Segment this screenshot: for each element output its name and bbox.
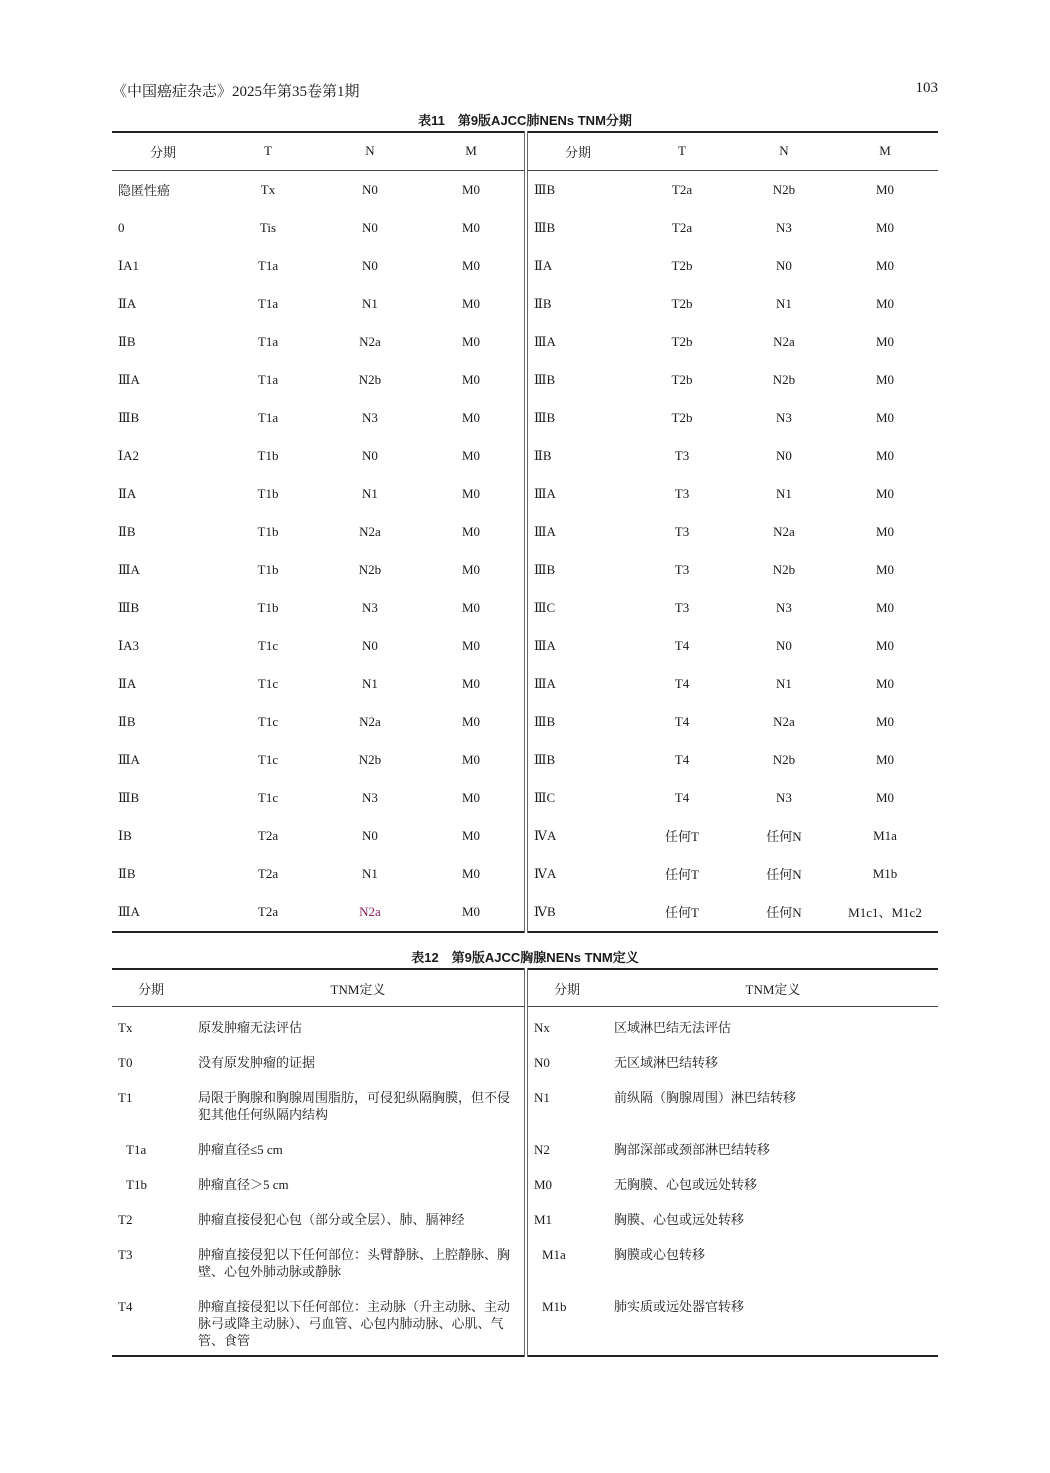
t-cell: T1b bbox=[257, 447, 279, 463]
n-cell: N1 bbox=[362, 485, 378, 501]
table12-header-row bbox=[112, 969, 938, 1007]
m-cell: M0 bbox=[875, 219, 895, 235]
col-header-definition: TNM定义 bbox=[745, 981, 801, 997]
m-cell: M0 bbox=[875, 447, 895, 463]
table-row bbox=[112, 1077, 938, 1129]
n-cell: N1 bbox=[776, 295, 792, 311]
stage-cell: ⅢA bbox=[118, 751, 140, 767]
n-cell: N3 bbox=[362, 409, 378, 425]
stage-cell: Tx bbox=[118, 1020, 133, 1035]
stage-cell: N1 bbox=[526, 1077, 608, 1129]
m-cell: M0 bbox=[875, 257, 895, 273]
t-cell: T2a bbox=[671, 219, 693, 235]
table-row bbox=[112, 855, 938, 893]
col-header-t: T bbox=[678, 143, 686, 159]
m-cell: M0 bbox=[875, 789, 895, 805]
table-row bbox=[112, 323, 938, 361]
t-cell: T4 bbox=[674, 637, 690, 653]
stage-cell: M1 bbox=[526, 1199, 608, 1234]
col-header-n: N bbox=[365, 143, 375, 159]
stage-cell: ⅡB bbox=[118, 865, 136, 881]
t-cell: T2a bbox=[671, 181, 693, 197]
page-number: 103 bbox=[915, 80, 938, 96]
n-cell: N2a bbox=[359, 713, 381, 729]
stage-cell: ⅠA1 bbox=[118, 257, 140, 273]
m-cell: M0 bbox=[875, 751, 895, 767]
col-header-stage: 分期 bbox=[526, 969, 608, 1007]
n-cell: N1 bbox=[776, 485, 792, 501]
table-row bbox=[112, 475, 938, 513]
t-cell: 任何T bbox=[665, 829, 699, 844]
t-cell: T1b bbox=[257, 599, 279, 615]
table11 bbox=[112, 131, 938, 933]
table-row bbox=[112, 665, 938, 703]
table-row bbox=[112, 703, 938, 741]
t-cell: T1a bbox=[257, 409, 279, 425]
table-row bbox=[112, 1042, 938, 1077]
t-cell: T4 bbox=[674, 713, 690, 729]
m-cell: M0 bbox=[875, 409, 895, 425]
n-cell: N0 bbox=[362, 637, 378, 653]
definition-cell: 区域淋巴结无法评估 bbox=[614, 1020, 732, 1035]
stage-cell: T4 bbox=[118, 1299, 133, 1314]
t-cell: T4 bbox=[674, 751, 690, 767]
stage-cell: M0 bbox=[526, 1164, 608, 1199]
m-cell: M0 bbox=[875, 713, 895, 729]
m-cell: M0 bbox=[875, 599, 895, 615]
n-cell: N0 bbox=[362, 181, 378, 197]
t-cell: T1c bbox=[257, 637, 279, 653]
t-cell: T2a bbox=[257, 903, 279, 919]
stage-cell: T3 bbox=[118, 1247, 133, 1262]
definition-cell: 肺实质或远处器官转移 bbox=[614, 1299, 745, 1314]
t-cell: T1a bbox=[257, 295, 279, 311]
n-cell: N2a bbox=[359, 903, 381, 919]
definition-cell: 原发肿瘤无法评估 bbox=[198, 1020, 303, 1035]
t-cell: T1a bbox=[257, 371, 279, 387]
definition-cell: 肿瘤直径≤5 cm bbox=[198, 1142, 283, 1157]
stage-cell: ⅣA bbox=[526, 855, 628, 893]
m-cell: M0 bbox=[461, 295, 481, 311]
stage-cell: ⅢB bbox=[118, 409, 140, 425]
t-cell: T2b bbox=[671, 333, 693, 349]
n-cell: N0 bbox=[362, 827, 378, 843]
n-cell: N0 bbox=[362, 219, 378, 235]
table-row bbox=[112, 209, 938, 247]
definition-cell: 肿瘤直径＞5 cm bbox=[198, 1177, 289, 1192]
m-cell: M0 bbox=[461, 903, 481, 919]
m-cell: M0 bbox=[461, 371, 481, 387]
table-row bbox=[112, 741, 938, 779]
t-cell: T3 bbox=[674, 561, 690, 577]
t-cell: T2b bbox=[671, 371, 693, 387]
stage-cell: ⅢA bbox=[118, 561, 140, 577]
col-header-m: M bbox=[465, 143, 477, 159]
t-cell: T4 bbox=[674, 675, 690, 691]
m-cell: M0 bbox=[875, 561, 895, 577]
m-cell: M0 bbox=[461, 523, 481, 539]
page-header bbox=[112, 80, 938, 102]
table-row bbox=[112, 170, 938, 209]
stage-cell: ⅡB bbox=[526, 285, 628, 323]
table-row bbox=[112, 1007, 938, 1043]
stage-cell: ⅠA2 bbox=[118, 447, 140, 463]
journal-title: 《中国癌症杂志》2025年第35卷第1期 bbox=[112, 84, 360, 100]
n-cell: N0 bbox=[776, 257, 792, 273]
stage-cell: 0 bbox=[118, 219, 125, 235]
definition-cell: 肿瘤直接侵犯心包（部分或全层）、肺、膈神经 bbox=[198, 1212, 465, 1227]
n-cell: N0 bbox=[776, 447, 792, 463]
t-cell: T1c bbox=[257, 789, 279, 805]
m-cell: M0 bbox=[461, 409, 481, 425]
col-header-stage: 分期 bbox=[138, 981, 165, 997]
m-cell: M0 bbox=[461, 257, 481, 273]
n-cell: N1 bbox=[362, 865, 378, 881]
t-cell: T2b bbox=[671, 295, 693, 311]
col-header-t: T bbox=[264, 143, 272, 159]
n-cell: N1 bbox=[362, 675, 378, 691]
t-cell: T1b bbox=[257, 485, 279, 501]
table-row bbox=[112, 361, 938, 399]
col-header-definition: TNM定义 bbox=[330, 981, 386, 997]
definition-cell: 无区域淋巴结转移 bbox=[614, 1055, 719, 1070]
n-cell: 任何N bbox=[766, 867, 802, 882]
t-cell: Tis bbox=[259, 219, 277, 235]
table11-caption: 表11 第9版AJCC肺NENs TNM分期 bbox=[418, 113, 632, 128]
stage-cell: ⅡB bbox=[526, 437, 628, 475]
t-cell: T3 bbox=[674, 523, 690, 539]
m-cell: M0 bbox=[875, 333, 895, 349]
stage-cell: ⅢB bbox=[526, 361, 628, 399]
n-cell: N2b bbox=[772, 181, 796, 197]
stage-cell: ⅢA bbox=[118, 903, 140, 919]
m-cell: M0 bbox=[461, 751, 481, 767]
n-cell: N3 bbox=[362, 599, 378, 615]
stage-cell: T1a bbox=[126, 1142, 147, 1157]
m-cell: M0 bbox=[875, 295, 895, 311]
table-row bbox=[112, 285, 938, 323]
n-cell: N2a bbox=[773, 523, 795, 539]
stage-cell: ⅢB bbox=[118, 599, 140, 615]
table-row bbox=[112, 551, 938, 589]
stage-cell: N0 bbox=[526, 1042, 608, 1077]
table-row bbox=[112, 589, 938, 627]
stage-cell: M1b bbox=[526, 1286, 608, 1356]
stage-cell: ⅣA bbox=[526, 817, 628, 855]
table-row bbox=[112, 1286, 938, 1356]
n-cell: N2b bbox=[358, 371, 382, 387]
t-cell: T3 bbox=[674, 447, 690, 463]
n-cell: N2a bbox=[773, 713, 795, 729]
m-cell: M0 bbox=[461, 637, 481, 653]
m-cell: M0 bbox=[461, 333, 481, 349]
stage-cell: T1b bbox=[126, 1177, 147, 1192]
stage-cell: ⅡA bbox=[118, 485, 137, 501]
table-row bbox=[112, 627, 938, 665]
n-cell: N2b bbox=[772, 371, 796, 387]
n-cell: N2b bbox=[772, 561, 796, 577]
table-row bbox=[112, 817, 938, 855]
stage-cell: ⅢA bbox=[118, 371, 140, 387]
t-cell: T2a bbox=[257, 865, 279, 881]
table-row bbox=[112, 1234, 938, 1286]
m-cell: M1a bbox=[873, 827, 897, 843]
n-cell: N3 bbox=[776, 789, 792, 805]
n-cell: N2a bbox=[773, 333, 795, 349]
m-cell: M0 bbox=[461, 561, 481, 577]
n-cell: N3 bbox=[362, 789, 378, 805]
stage-cell: Nx bbox=[526, 1007, 608, 1043]
stage-cell: ⅢC bbox=[526, 779, 628, 817]
n-cell: N0 bbox=[362, 257, 378, 273]
stage-cell: ⅠB bbox=[118, 827, 132, 843]
stage-cell: ⅢB bbox=[118, 789, 140, 805]
m-cell: M0 bbox=[875, 485, 895, 501]
t-cell: T4 bbox=[674, 789, 690, 805]
definition-cell: 肿瘤直接侵犯以下任何部位：主动脉（升主动脉、主动脉弓或降主动脉）、弓血管、心包内肺动脉、心肌、气管、食管 bbox=[198, 1299, 511, 1348]
stage-cell: N2 bbox=[526, 1129, 608, 1164]
t-cell: T1a bbox=[257, 257, 279, 273]
stage-cell: T0 bbox=[118, 1055, 133, 1070]
n-cell: 任何N bbox=[766, 829, 802, 844]
m-cell: M0 bbox=[461, 827, 481, 843]
table12-caption: 表12 第9版AJCC胸腺NENs TNM定义 bbox=[411, 950, 639, 965]
col-header-n: N bbox=[779, 143, 789, 159]
t-cell: T3 bbox=[674, 599, 690, 615]
table-row bbox=[112, 1164, 938, 1199]
stage-cell: ⅢB bbox=[526, 741, 628, 779]
m-cell: M0 bbox=[875, 675, 895, 691]
definition-cell: 无胸膜、心包或远处转移 bbox=[614, 1177, 758, 1192]
stage-cell: T1 bbox=[118, 1090, 133, 1105]
t-cell: T1c bbox=[257, 751, 279, 767]
stage-cell: T2 bbox=[118, 1212, 133, 1227]
m-cell: M0 bbox=[461, 789, 481, 805]
stage-cell: ⅡB bbox=[118, 333, 136, 349]
stage-cell: ⅢB bbox=[526, 170, 628, 209]
m-cell: M0 bbox=[461, 713, 481, 729]
stage-cell: ⅣB bbox=[526, 893, 628, 932]
table11-header-row bbox=[112, 132, 938, 170]
m-cell: M0 bbox=[461, 181, 481, 197]
definition-cell: 胸膜或心包转移 bbox=[614, 1247, 706, 1262]
m-cell: M0 bbox=[461, 599, 481, 615]
table-row bbox=[112, 1129, 938, 1164]
m-cell: M0 bbox=[875, 371, 895, 387]
m-cell: M0 bbox=[461, 219, 481, 235]
stage-cell: ⅡA bbox=[526, 247, 628, 285]
m-cell: M1c1、M1c2 bbox=[848, 905, 922, 920]
stage-cell: ⅡB bbox=[118, 523, 136, 539]
stage-cell: ⅢA bbox=[526, 513, 628, 551]
table-row bbox=[112, 437, 938, 475]
definition-cell: 没有原发肿瘤的证据 bbox=[198, 1055, 316, 1070]
t-cell: T3 bbox=[674, 485, 690, 501]
table-row bbox=[112, 1199, 938, 1234]
definition-cell: 胸膜、心包或远处转移 bbox=[614, 1212, 745, 1227]
stage-cell: ⅢB bbox=[526, 209, 628, 247]
n-cell: N1 bbox=[776, 675, 792, 691]
stage-cell: ⅡA bbox=[118, 675, 137, 691]
n-cell: N2b bbox=[358, 561, 382, 577]
stage-cell: ⅠA3 bbox=[118, 637, 140, 653]
n-cell: N2b bbox=[772, 751, 796, 767]
n-cell: N3 bbox=[776, 219, 792, 235]
table-row bbox=[112, 779, 938, 817]
t-cell: Tx bbox=[260, 181, 276, 197]
t-cell: 任何T bbox=[665, 905, 699, 920]
table12 bbox=[112, 968, 938, 1357]
t-cell: T1c bbox=[257, 713, 279, 729]
stage-cell: ⅢA bbox=[526, 323, 628, 361]
stage-cell: ⅢA bbox=[526, 665, 628, 703]
m-cell: M0 bbox=[875, 637, 895, 653]
m-cell: M0 bbox=[461, 675, 481, 691]
definition-cell: 肿瘤直接侵犯以下任何部位：头臂静脉、上腔静脉、胸壁、心包外肺动脉或静脉 bbox=[198, 1247, 511, 1279]
t-cell: 任何T bbox=[665, 867, 699, 882]
n-cell: N2b bbox=[358, 751, 382, 767]
stage-cell: 隐匿性癌 bbox=[118, 183, 171, 198]
m-cell: M0 bbox=[461, 865, 481, 881]
table-row bbox=[112, 399, 938, 437]
m-cell: M0 bbox=[875, 181, 895, 197]
n-cell: N0 bbox=[362, 447, 378, 463]
t-cell: T1b bbox=[257, 523, 279, 539]
n-cell: N0 bbox=[776, 637, 792, 653]
definition-cell: 前纵隔（胸腺周围）淋巴结转移 bbox=[614, 1090, 797, 1105]
t-cell: T1a bbox=[257, 333, 279, 349]
stage-cell: ⅢA bbox=[526, 627, 628, 665]
col-header-m: M bbox=[879, 143, 891, 159]
stage-cell: ⅡB bbox=[118, 713, 136, 729]
n-cell: 任何N bbox=[766, 905, 802, 920]
t-cell: T1b bbox=[257, 561, 279, 577]
stage-cell: ⅢC bbox=[526, 589, 628, 627]
n-cell: N2a bbox=[359, 523, 381, 539]
stage-cell: ⅢA bbox=[526, 475, 628, 513]
n-cell: N3 bbox=[776, 409, 792, 425]
col-header-stage: 分期 bbox=[526, 132, 628, 170]
t-cell: T2b bbox=[671, 409, 693, 425]
stage-cell: M1a bbox=[526, 1234, 608, 1286]
table-row bbox=[112, 893, 938, 932]
n-cell: N1 bbox=[362, 295, 378, 311]
m-cell: M0 bbox=[461, 447, 481, 463]
stage-cell: ⅡA bbox=[118, 295, 137, 311]
n-cell: N3 bbox=[776, 599, 792, 615]
t-cell: T2b bbox=[671, 257, 693, 273]
definition-cell: 局限于胸腺和胸腺周围脂肪，可侵犯纵隔胸膜，但不侵犯其他任何纵隔内结构 bbox=[198, 1090, 511, 1122]
definition-cell: 胸部深部或颈部淋巴结转移 bbox=[614, 1142, 771, 1157]
t-cell: T1c bbox=[257, 675, 279, 691]
stage-cell: ⅢB bbox=[526, 399, 628, 437]
m-cell: M0 bbox=[461, 485, 481, 501]
m-cell: M1b bbox=[872, 865, 898, 881]
stage-cell: ⅢB bbox=[526, 703, 628, 741]
table-row bbox=[112, 247, 938, 285]
m-cell: M0 bbox=[875, 523, 895, 539]
n-cell: N2a bbox=[359, 333, 381, 349]
stage-cell: ⅢB bbox=[526, 551, 628, 589]
t-cell: T2a bbox=[257, 827, 279, 843]
col-header-stage: 分期 bbox=[149, 144, 176, 160]
table-row bbox=[112, 513, 938, 551]
